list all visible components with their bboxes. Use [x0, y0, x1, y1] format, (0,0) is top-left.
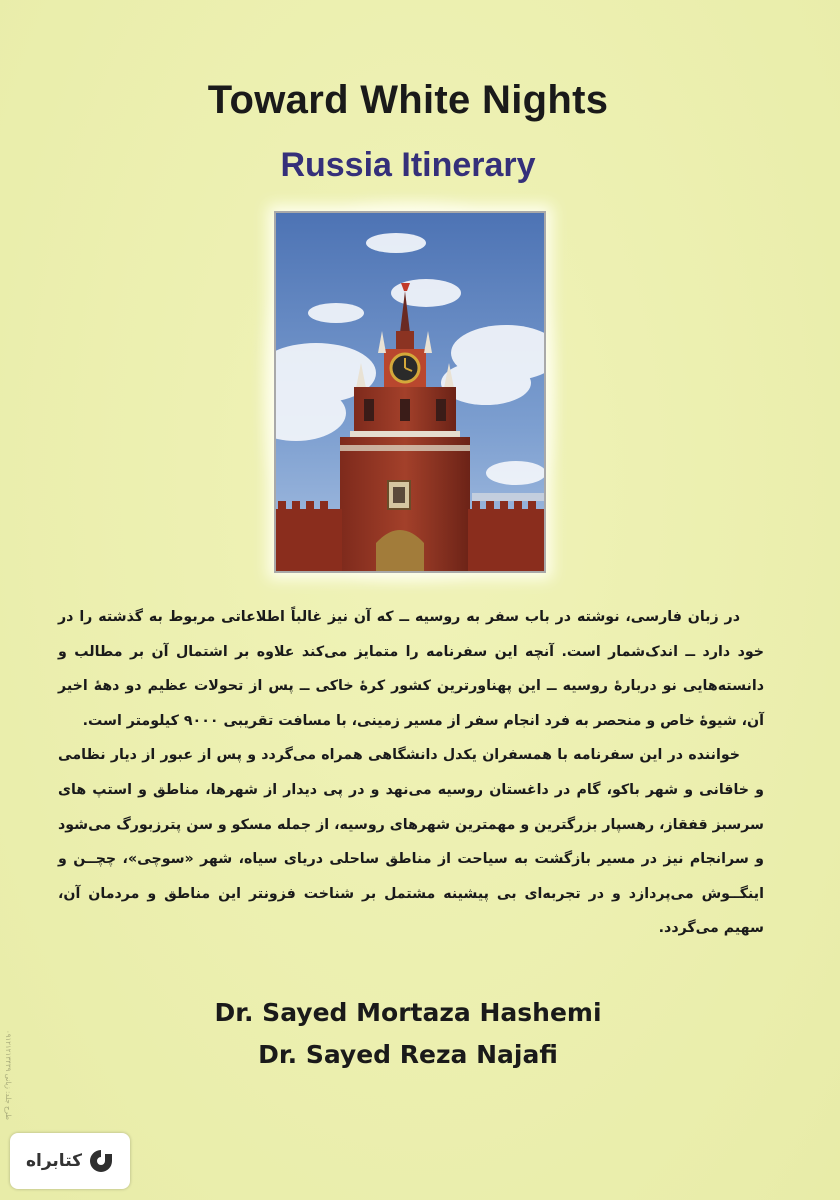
- book-description: [58, 600, 764, 946]
- cover-photo: [274, 211, 546, 573]
- ketabrah-badge[interactable]: [10, 1133, 130, 1189]
- book-subtitle: Russia Itinerary: [280, 146, 536, 184]
- description-paragraph: در زبان فارسی، نوشته در باب سفر به روسیه ــ که آن نیز غالباً اطلاعاتی مربوط به گذشته را در خود دارد ــ اندک‌شمار است. آنچه این سفرنامه را متمایز می‌کند علاوه بر اشتمال آن بر مطالب و دانسته‌هایی نو دربارهٔ روسیه ــ این پهناورترین کشور کرهٔ خاکی ــ پس از تحولات عظیم دو دههٔ اخیر آن، شیوهٔ خاص و منحصر به فرد انجام سفر از مسیر زمینی، با مسافت تقریبی ۹۰۰۰ کیلومتر است.: [58, 609, 764, 729]
- author-name: Dr. Sayed Mortaza Hashemi: [214, 998, 602, 1027]
- cover-design-credit: طرح جلد: زیانی ۰۹۱۲۱۲۱۳۴۳۹: [4, 1030, 12, 1120]
- ketabrah-label: کتابراه: [25, 1151, 83, 1171]
- spasskaya-tower-illustration: [276, 213, 544, 571]
- book-title: Toward White Nights: [207, 78, 609, 122]
- description-paragraph: خواننده در این سفرنامه با همسفران یکدل دانشگاهی همراه می‌گردد و پس از عبور از دیار نظامی و خاقانی و شهر باکو، گام در داغستان روسیه می‌نهد و در پی دیدار از شهرها، مناطق و استپ های سرسبز قفقاز، رهسپار بزرگترین و مهمترین شهرهای روسیه، از جمله مسکو و سن پترزبورگ می‌شود و سرانجام نیز در مسیر بازگشت به سیاحت از مناطق ساحلی دریای سیاه، شهر «سوچی»، چچــن و اینگــوش می‌پردازد و در تجربه‌ای بی پیشینه مشتمل بر شناخت فزونتر این مناطق و مردمان آن، سهیم می‌گردد.: [58, 747, 764, 937]
- ketabrah-logo-icon: [88, 1148, 114, 1174]
- author-name: Dr. Sayed Reza Najafi: [258, 1040, 558, 1069]
